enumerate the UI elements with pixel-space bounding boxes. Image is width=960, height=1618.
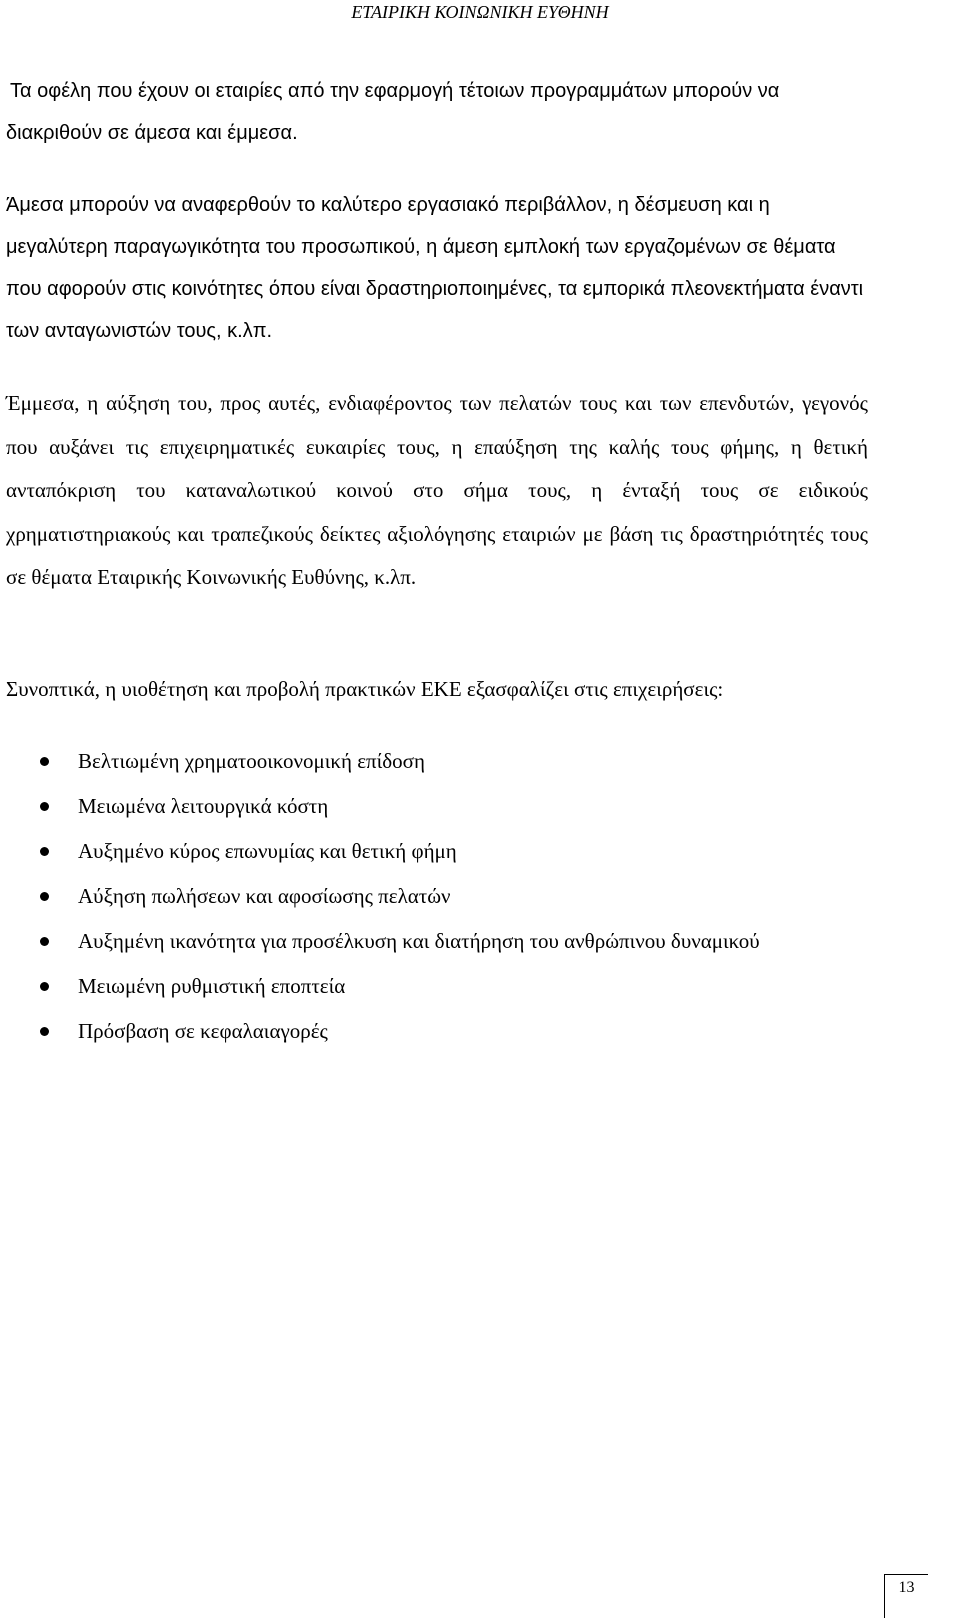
benefits-list xyxy=(0,740,900,1055)
list-item xyxy=(0,740,858,782)
bullet-icon xyxy=(40,937,49,946)
list-item-text: Μειωμένη ρυθμιστική εποπτεία xyxy=(78,974,346,998)
list-item xyxy=(0,920,858,962)
paragraph-direct-benefits: Άμεσα μπορούν να αναφερθούν το καλύτερο εργασιακό περιβάλλον, η δέσμευση και η μεγαλύτερη παραγωγικότητα του προσωπικού, η άμεση εμπλοκή των εργαζομένων σε θέματα που αφορούν στις κοινότητες όπου είναι δραστηριοποιημένες, τα εμπορικά πλεονεκτήματα έναντι των ανταγωνιστών τους, κ.λπ. xyxy=(6,194,864,342)
list-item-text: Πρόσβαση σε κεφαλαιαγορές xyxy=(78,1019,328,1043)
list-item xyxy=(0,1010,858,1052)
paragraph-summary: Συνοπτικά, η υιοθέτηση και προβολή πρακτικών ΕΚΕ εξασφαλίζει στις επιχειρήσεις: xyxy=(6,677,724,701)
list-item xyxy=(0,875,858,917)
list-item-text: Μειωμένα λειτουργικά κόστη xyxy=(78,794,329,818)
list-item-text: Βελτιωμένη χρηματοοικονομική επίδοση xyxy=(78,749,425,773)
page-number: 13 xyxy=(884,1574,928,1618)
bullet-icon xyxy=(40,802,49,811)
list-item-text: Αύξηση πωλήσεων και αφοσίωσης πελατών xyxy=(78,884,451,908)
bullet-icon xyxy=(40,982,49,991)
list-item xyxy=(0,965,858,1007)
bullet-icon xyxy=(40,1027,49,1036)
bullet-icon xyxy=(40,892,49,901)
paragraph-intro: Τα οφέλη που έχουν οι εταιρίες από την εφαρμογή τέτοιων προγραμμάτων μπορούν να διακριθούν σε άμεσα και έμμεσα. xyxy=(6,80,780,144)
list-item-text: Αυξημένη ικανότητα για προσέλκυση και διατήρηση του ανθρώπινου δυναμικού xyxy=(78,929,760,953)
bullet-icon xyxy=(40,847,49,856)
list-item-text: Αυξημένο κύρος επωνυμίας και θετική φήμη xyxy=(78,839,457,863)
list-item xyxy=(0,785,858,827)
bullet-icon xyxy=(40,757,49,766)
paragraph-indirect-benefits: Έμμεσα, η αύξηση του, προς αυτές, ενδιαφέροντος των πελατών τους και των επενδυτών, γεγονός που αυξάνει τις επιχειρηματικές ευκαιρίες τους, η επαύξηση της καλής τους φήμης, η θετική ανταπόκριση του καταναλωτικού κοινού στο σήμα τους, η ένταξή τους σε ειδικούς χρηματιστηριακούς και τραπεζικούς δείκτες αξιολόγησης εταιριών με βάση τις δραστηριότητές τους σε θέματα Εταιρικής Κοινωνικής Ευθύνης, κ.λπ. xyxy=(6,391,868,589)
running-header: ΕΤΑΙΡΙΚΗ ΚΟΙΝΩΝΙΚΗ ΕΥΘΗΝΗ xyxy=(351,2,609,22)
list-item xyxy=(0,830,858,872)
